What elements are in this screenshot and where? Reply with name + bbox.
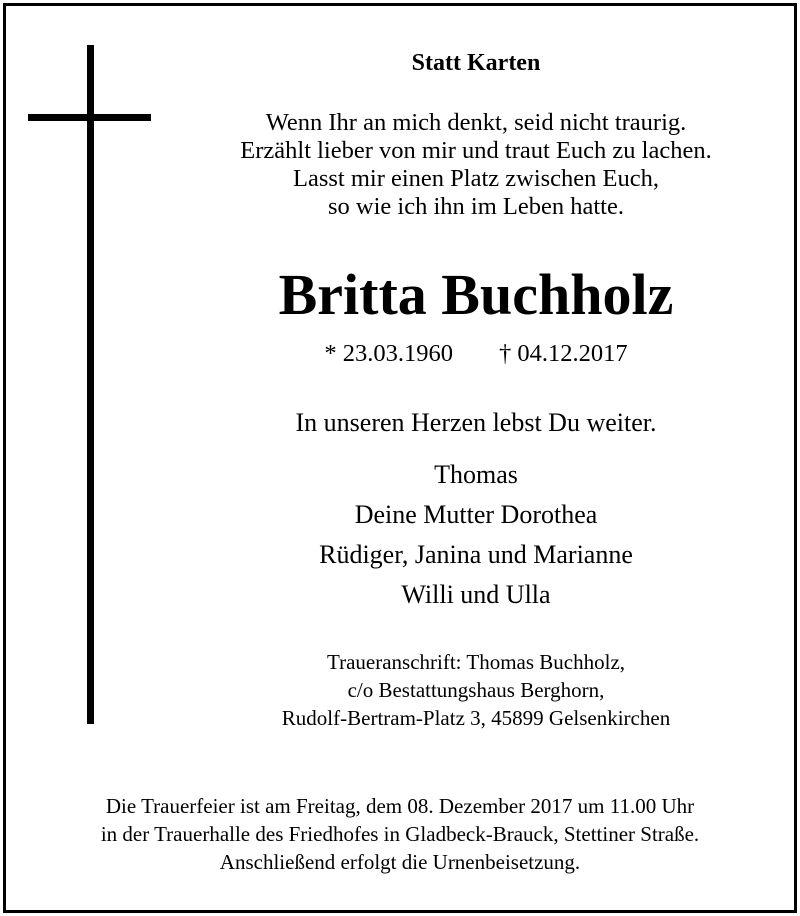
mourning-address <box>176 648 776 732</box>
poem-line: Wenn Ihr an mich denkt, seid nicht traurig. <box>265 109 687 136</box>
ceremony-line: Die Trauerfeier ist am Freitag, dem 08. Dezember 2017 um 11.00 Uhr <box>105 794 695 818</box>
mourner: Rüdiger, Janina und Marianne <box>319 540 633 569</box>
address-line: Traueranschrift: Thomas Buchholz, <box>326 650 626 674</box>
mourners-list <box>176 455 776 615</box>
birth-date: * 23.03.1960 <box>324 340 453 367</box>
ceremony-line: in der Trauerhalle des Friedhofes in Gladbeck-Brauck, Stettiner Straße. <box>100 822 700 846</box>
ceremony-line: Anschließend erfolgt die Urnenbeisetzung. <box>219 850 581 874</box>
ceremony-info <box>6 792 794 876</box>
mourner: Willi und Ulla <box>401 580 551 609</box>
cross-vertical-bar <box>87 45 94 724</box>
poem <box>176 109 776 221</box>
death-date: † 04.12.2017 <box>499 340 628 367</box>
address-line: c/o Bestattungshaus Berghorn, <box>347 678 605 702</box>
motto: In unseren Herzen lebst Du weiter. <box>295 408 657 437</box>
notice-heading: Statt Karten <box>411 50 541 76</box>
life-dates <box>176 338 776 370</box>
mourner: Thomas <box>434 460 518 489</box>
deceased-name: Britta Buchholz <box>278 262 674 327</box>
mourner: Deine Mutter Dorothea <box>354 500 598 529</box>
poem-line: Erzählt lieber von mir und traut Euch zu lachen. <box>240 137 712 164</box>
poem-line: so wie ich ihn im Leben hatte. <box>328 193 624 220</box>
poem-line: Lasst mir einen Platz zwischen Euch, <box>292 165 660 192</box>
cross-horizontal-bar <box>28 114 151 121</box>
address-line: Rudolf-Bertram-Platz 3, 45899 Gelsenkirchen <box>281 706 671 730</box>
